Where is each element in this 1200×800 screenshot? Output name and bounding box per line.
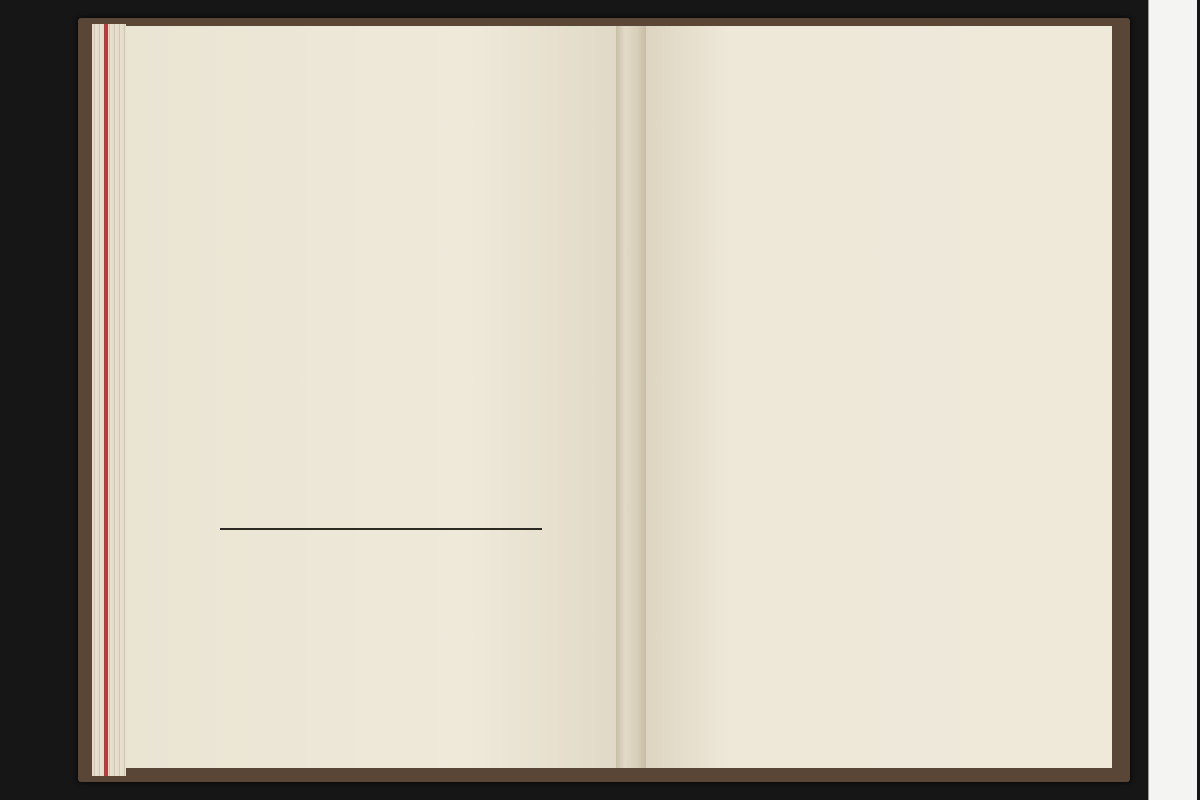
footnote-rule: [220, 528, 542, 530]
measuring-ruler: [1148, 0, 1197, 800]
page-edges: [92, 24, 126, 776]
book-gutter: [616, 26, 646, 768]
right-page: [646, 26, 1112, 768]
ruler-ticks: [1149, 0, 1197, 800]
left-page: [126, 26, 616, 768]
